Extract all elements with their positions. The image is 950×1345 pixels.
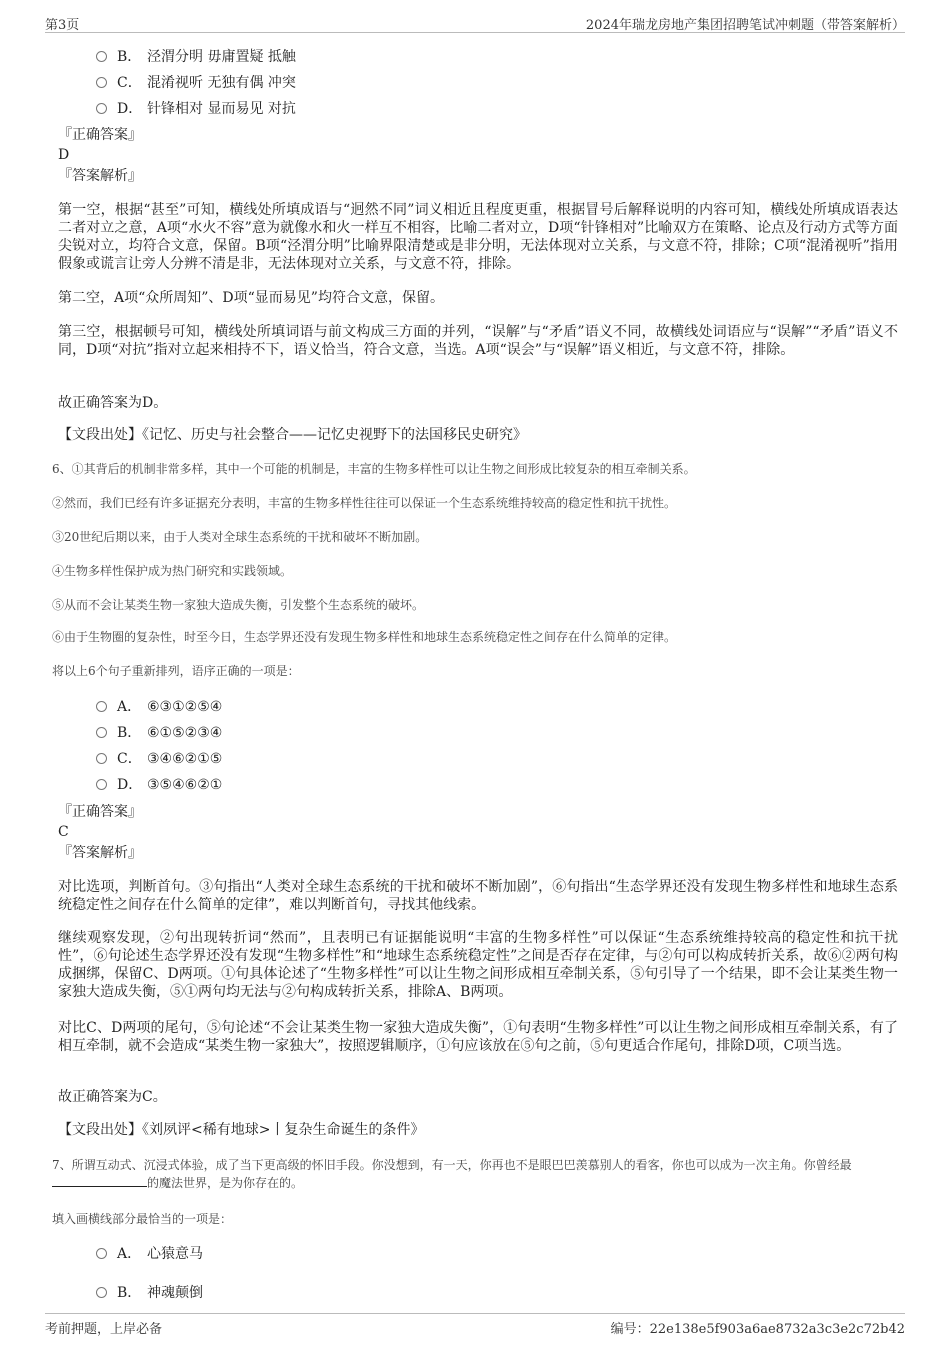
analysis-paragraph: 对比选项，判断首句。③句指出“人类对全球生态系统的干扰和破坏不断加剧”，⑥句指出“生态学界还没有发现生物多样性和地球生态系统稳定性之间存在什么简单的定律”，难以判断首句，寻找其他线索。: [58, 879, 898, 913]
option-d[interactable]: D． ③⑤④⑥②①: [96, 775, 222, 795]
document-id: 编号：22e138e5f903a6ae8732a3c3e2c72b42: [610, 1322, 905, 1337]
sentence-5: ⑤从而不会让某类生物一家独大造成失衡，引发整个生态系统的破坏。: [52, 598, 425, 612]
correct-answer-label: 『正确答案』: [58, 804, 142, 820]
page-number: 第3页: [45, 18, 80, 33]
footer-slogan: 考前押题，上岸必备: [45, 1322, 163, 1337]
fill-blank: [52, 1174, 147, 1187]
analysis-conclusion: 故正确答案为C。: [58, 1089, 167, 1105]
radio-icon[interactable]: [96, 77, 107, 88]
analysis-conclusion: 故正确答案为D。: [58, 395, 168, 411]
radio-icon[interactable]: [96, 727, 107, 738]
analysis-label: 『答案解析』: [58, 168, 142, 184]
question-prompt: 填入画横线部分最恰当的一项是：: [52, 1212, 233, 1226]
analysis-paragraph: 继续观察发现，②句出现转折词“然而”，且表明已有证据能说明“丰富的生物多样性”可以保证“生态系统维持较高的稳定性和抗干扰性”，⑥句论述生态学界还没有发现“生物多样性”和“地球生态系统稳定性”之间是否存在定律，与②句可以构成转折关系，故⑥②两句构成捆绑，保留C、D两项。①句具体论述了“生物多样性”可以让生物之间形成相互牵制关系，⑤句引导了一个结果，即不会让某类生物一家独大造成失衡，⑤①两句均无法与②句构成转折关系，排除A、B两项。: [58, 930, 898, 1000]
correct-answer: D: [58, 147, 70, 163]
analysis-paragraph: 第一空，根据“甚至”可知，横线处所填成语与“迥然不同”词义相近且程度更重，根据冒号后解释说明的内容可知，横线处所填成语表达二者对立之意，A项“水火不容”意为就像水和火一样互不相容，比喻二者对立，D项“针锋相对”比喻双方在策略、论点及行动方式等方面尖锐对立，均符合文意，保留。B项“泾渭分明”比喻界限清楚或是非分明，无法体现对立关系，与文意不符，排除；C项“混淆视听”指用假象或谎言让旁人分辨不清是非，无法体现对立关系，与文意不符，排除。: [58, 202, 898, 272]
radio-icon[interactable]: [96, 701, 107, 712]
radio-icon[interactable]: [96, 1248, 107, 1259]
option-a[interactable]: A． 心猿意马: [96, 1244, 203, 1264]
page-header: [45, 14, 905, 33]
sentence-6: ⑥由于生物圈的复杂性，时至今日，生态学界还没有发现生物多样性和地球生态系统稳定性之间存在什么简单的定律。: [52, 630, 677, 644]
analysis-paragraph: 第二空，A项“众所周知”、D项“显而易见”均符合文意，保留。: [58, 290, 444, 306]
analysis-paragraph: 对比C、D两项的尾句，⑤句论述“不会让某类生物一家独大造成失衡”，①句表明“生物多样性”可以让生物之间形成相互牵制关系，有了相互牵制，就不会造成“某类生物一家独大”，按照逻辑顺序，①句应该放在⑤句之前，⑤句更适合作尾句，排除D项，C项当选。: [58, 1020, 898, 1054]
document-title: 2024年瑞龙房地产集团招聘笔试冲刺题（带答案解析）: [585, 18, 905, 33]
option-b[interactable]: B． ⑥①⑤②③④: [96, 723, 222, 743]
page-footer: [45, 1313, 905, 1336]
correct-answer-label: 『正确答案』: [58, 127, 142, 143]
analysis-paragraph: 第三空，根据顿号可知，横线处所填词语与前文构成三方面的并列，“误解”与“矛盾”语义不同，故横线处词语应与“误解”“矛盾”语义不同，D项“对抗”指对立起来相持不下，语义恰当，符合文意，当选。A项“误会”与“误解”语义相近，与文意不符，排除。: [58, 324, 898, 358]
sentence-2: ②然而，我们已经有许多证据充分表明，丰富的生物多样性往往可以保证一个生态系统维持较高的稳定性和抗干扰性。: [52, 496, 677, 510]
option-c[interactable]: C． 混淆视听 无独有偶 冲突: [96, 73, 296, 93]
analysis-label: 『答案解析』: [58, 845, 142, 861]
option-a[interactable]: A． ⑥③①②⑤④: [96, 697, 222, 717]
source-citation: 【文段出处】《记忆、历史与社会整合——记忆史视野下的法国移民史研究》: [58, 427, 527, 443]
question-prompt: 将以上6个句子重新排列，语序正确的一项是：: [52, 664, 300, 678]
source-citation: 【文段出处】《刘夙评<稀有地球>丨复杂生命诞生的条件》: [58, 1122, 425, 1138]
radio-icon[interactable]: [96, 753, 107, 764]
option-d[interactable]: D． 针锋相对 显而易见 对抗: [96, 99, 296, 119]
option-b[interactable]: B． 神魂颠倒: [96, 1283, 203, 1303]
correct-answer: C: [58, 824, 69, 840]
radio-icon[interactable]: [96, 1287, 107, 1298]
sentence-3: ③20世纪后期以来，由于人类对全球生态系统的干扰和破坏不断加剧。: [52, 530, 428, 544]
radio-icon[interactable]: [96, 103, 107, 114]
option-c[interactable]: C． ③④⑥②①⑤: [96, 749, 222, 769]
option-b[interactable]: B． 泾渭分明 毋庸置疑 抵触: [96, 47, 296, 67]
sentence-4: ④生物多样性保护成为热门研究和实践领域。: [52, 564, 293, 578]
radio-icon[interactable]: [96, 51, 107, 62]
radio-icon[interactable]: [96, 779, 107, 790]
question-text: 7、所谓互动式、沉浸式体验，成了当下更高级的怀旧手段。你没想到，有一天，你再也不是眼巴巴羡慕别人的看客，你也可以成为一次主角。你曾经最的魔法世界，是为你存在的。: [52, 1158, 852, 1190]
question-text: 6、①其背后的机制非常多样，其中一个可能的机制是，丰富的生物多样性可以让生物之间形成比较复杂的相互牵制关系。: [52, 462, 696, 476]
